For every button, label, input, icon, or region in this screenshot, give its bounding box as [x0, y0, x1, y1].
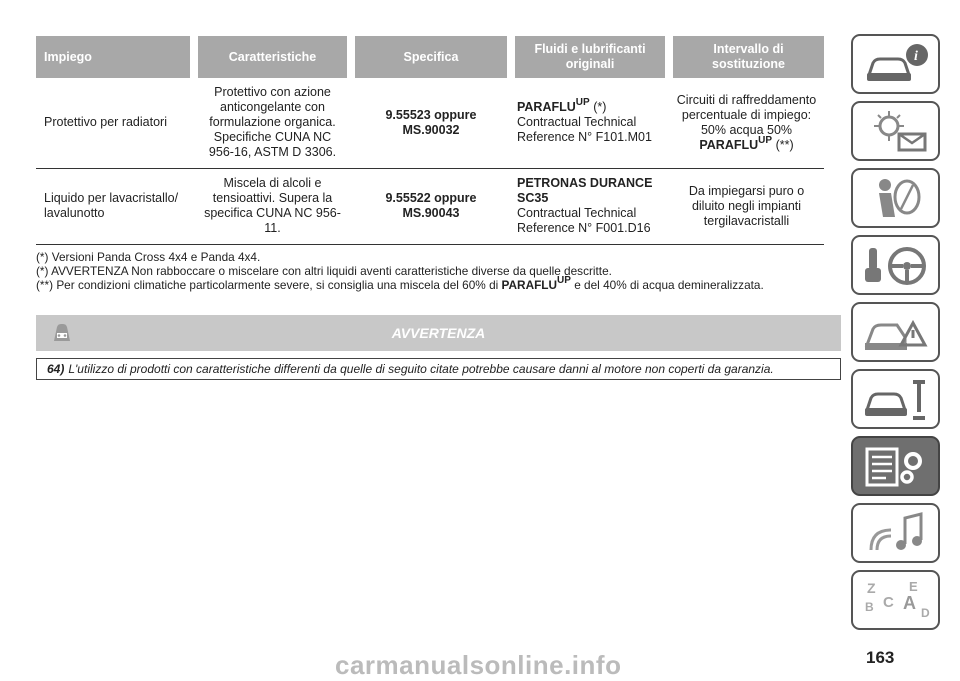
header-specifica: Specifica: [351, 36, 511, 78]
tab-key-steering[interactable]: [851, 235, 940, 295]
tab-dashboard-lights[interactable]: [851, 101, 940, 161]
car-maintenance-icon: [861, 376, 933, 424]
tab-maintenance[interactable]: [851, 369, 940, 429]
cell-fluid: [511, 78, 669, 168]
tab-safety[interactable]: [851, 168, 940, 228]
header-impiego: Impiego: [36, 36, 194, 78]
dashboard-lights-icon: [861, 108, 933, 156]
car-info-icon: [861, 41, 933, 89]
cell-features: Protettivo con azione anticongelante con formulazione organica. Specifiche CUNA NC 956-16, ASTM D 3306.: [194, 78, 351, 168]
footnote-3: [36, 275, 836, 292]
header-caratteristiche: Caratteristiche: [194, 36, 351, 78]
safety-airbag-icon: [861, 175, 933, 223]
svg-text:i: i: [914, 49, 918, 64]
table-header-row: [36, 36, 824, 78]
tab-emergency[interactable]: [851, 302, 940, 362]
footnote-3-brand: PARAFLU: [501, 278, 558, 292]
svg-text:B: B: [865, 600, 874, 614]
interval-text: Circuiti di raffreddamento percentuale di impiego: 50% acqua 50%: [676, 92, 817, 137]
tab-car-info[interactable]: [851, 34, 940, 94]
table-row: [36, 168, 824, 244]
fluid-brand-sup: UP: [575, 97, 590, 109]
fluid-detail: Contractual Technical Reference N° F001.D16: [517, 206, 651, 235]
cell-interval: Da impiegarsi puro o diluito negli impianti tergilavacristalli: [669, 168, 824, 244]
svg-text:A: A: [903, 593, 916, 613]
footnotes: [36, 250, 836, 292]
emergency-warning-icon: [861, 309, 933, 357]
warning-ref: 64): [47, 362, 65, 376]
warning-body: [36, 358, 841, 380]
key-steering-icon: [861, 242, 933, 290]
svg-text:Z: Z: [867, 580, 876, 596]
cell-spec: 9.55523 oppure MS.90032: [351, 78, 511, 168]
footnote-3-post: e del 40% di acqua demineralizzata.: [574, 278, 764, 292]
technical-data-table: [36, 36, 824, 245]
alphabetical-index-icon: [861, 577, 933, 625]
interval-brand-sup: UP: [758, 134, 773, 146]
cell-features: Miscela di alcoli e tensioattivi. Supera la specifica CUNA NC 956-11.: [194, 168, 351, 244]
fluid-brand: PETRONAS DURANCE SC35: [517, 176, 653, 205]
table-row: [36, 78, 824, 168]
technical-data-icon: [861, 443, 933, 491]
page-number: 163: [866, 648, 895, 667]
cell-spec: 9.55522 oppure MS.90043: [351, 168, 511, 244]
fluid-brand: PARAFLU: [517, 100, 576, 115]
fluid-note: (*): [593, 100, 607, 115]
warning-text: L'utilizzo di prodotti con caratteristiche differenti da quelle di seguito citate potrebbe causare danni al motore non coperti da garanzia.: [68, 362, 774, 376]
warning-header: [36, 315, 841, 351]
tab-alphabetical-index[interactable]: [851, 570, 940, 630]
svg-text:E: E: [909, 579, 918, 594]
tab-technical-data[interactable]: [851, 436, 940, 496]
svg-text:C: C: [883, 594, 894, 611]
footer-watermark: carmanualsonline.info: [335, 650, 622, 680]
fluid-detail: Contractual Technical Reference N° F101.M01: [517, 115, 652, 145]
footnote-1: (*) Versioni Panda Cross 4x4 e Panda 4x4.: [36, 250, 261, 264]
cell-interval: [669, 78, 824, 168]
footnote-3-pre: (**) Per condizioni climatiche particolarmente severe, si consiglia una miscela del 60% di: [36, 278, 499, 292]
footnote-2: (*) AVVERTENZA Non rabboccare o miscelare con altri liquidi aventi caratteristiche diverse da quelle descritte.: [36, 264, 612, 278]
multimedia-icon: [861, 510, 933, 558]
header-fluidi: Fluidi e lubrificanti originali: [511, 36, 669, 78]
interval-brand: PARAFLU: [699, 137, 759, 152]
tab-multimedia[interactable]: [851, 503, 940, 563]
cell-use: Liquido per lavacristallo/ lavalunotto: [36, 168, 194, 244]
svg-text:D: D: [921, 606, 930, 620]
cell-fluid: [511, 168, 669, 244]
interval-note: (**): [775, 137, 794, 152]
cell-use: Protettivo per radiatori: [36, 78, 194, 168]
footnote-3-sup: UP: [557, 275, 571, 286]
header-intervallo: Intervallo di sostituzione: [669, 36, 824, 78]
warning-title: AVVERTENZA: [391, 325, 486, 341]
